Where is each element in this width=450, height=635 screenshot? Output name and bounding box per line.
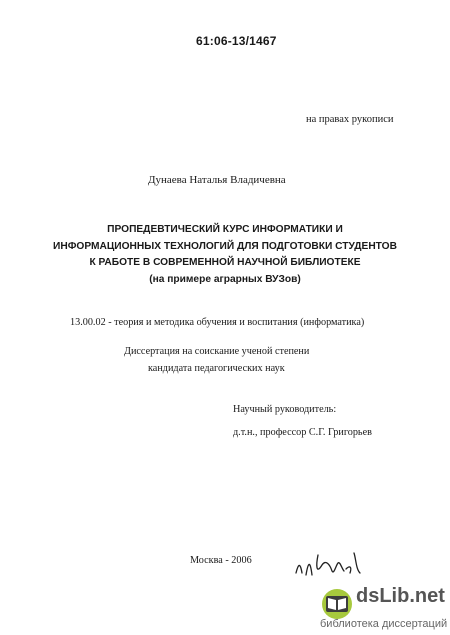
city-year: Москва - 2006 [190, 555, 252, 566]
author-name: Дунаева Наталья Владичевна [148, 174, 286, 186]
title-line: ИНФОРМАЦИОННЫХ ТЕХНОЛОГИЙ ДЛЯ ПОДГОТОВКИ СТУДЕНТОВ [53, 240, 397, 252]
dslib-watermark[interactable] [320, 585, 450, 635]
title-line: (на примере аграрных ВУЗов) [149, 273, 301, 285]
degree-line-1: Диссертация на соискание ученой степени [124, 346, 310, 357]
title-line: ПРОПЕДЕВТИЧЕСКИЙ КУРС ИНФОРМАТИКИ И [107, 224, 343, 235]
degree-line-2: кандидата педагогических наук [148, 363, 285, 374]
catalog-code: 61:06-13/1467 [196, 34, 277, 48]
supervisor-label: Научный руководитель: [233, 404, 337, 415]
rights-notice: на правах рукописи [306, 114, 394, 125]
handwritten-signature [286, 535, 366, 585]
watermark-brand: dsLib.net [356, 585, 445, 607]
watermark-subtitle: библиотека диссертаций [320, 618, 448, 630]
dissertation-title [0, 222, 450, 288]
book-logo-icon [320, 587, 354, 621]
supervisor-name: д.т.н., профессор С.Г. Григорьев [233, 427, 372, 438]
specialty-code: 13.00.02 - теория и методика обучения и воспитания (информатика) [70, 317, 365, 328]
title-line: К РАБОТЕ В СОВРЕМЕННОЙ НАУЧНОЙ БИБЛИОТЕКЕ [89, 257, 361, 268]
